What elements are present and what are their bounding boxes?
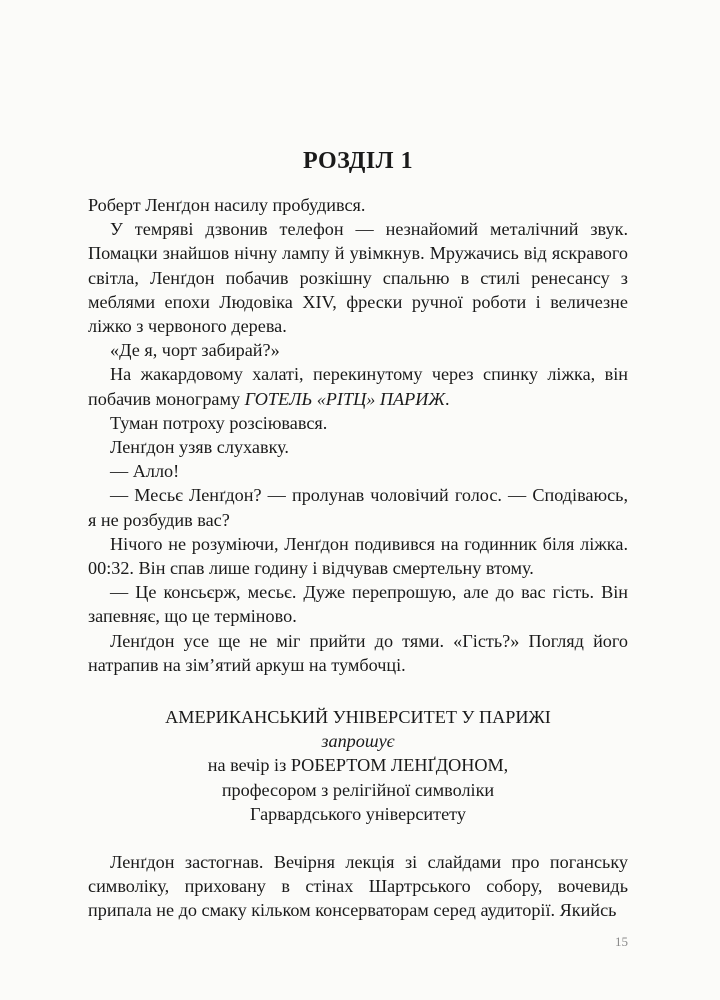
invitation-line-5: Гарвардського університету — [250, 803, 466, 824]
paragraph-1: Роберт Ленґдон насилу пробудився. — [88, 195, 366, 215]
paragraph-12: Ленґдон застогнав. Вечірня лекція зі слайдами про поганську символіку, приховану в стінах Шартрського собору, вочевидь припала не до смаку кільком консерваторам серед аудиторії. Якийсь — [88, 852, 628, 921]
paragraph-7: — Алло! — [110, 461, 180, 482]
paragraph-10: — Це консьєрж, месьє. Дуже перепрошую, але до вас гість. Він запевняє, що це терміново. — [88, 582, 628, 627]
paragraph-5: Туман потроху розсіювався. — [110, 412, 328, 433]
invitation-line-3: на вечір із РОБЕРТОМ ЛЕНҐДОНОМ, — [207, 755, 509, 776]
chapter-body — [88, 193, 628, 677]
paragraph-4 — [88, 362, 628, 410]
paragraph-6: Ленґдон узяв слухавку. — [110, 437, 289, 458]
paragraph-4-text: На жакардовому халаті, перекинутому через спинку ліжка, він побачив монограму — [88, 364, 628, 409]
paragraph-8: — Месьє Ленґдон? — пролунав чоловічий голос. — Сподіваюсь, я не розбудив вас? — [88, 485, 628, 530]
page-number: 15 — [615, 934, 628, 949]
invitation-block — [88, 705, 628, 826]
paragraph-9: Нічого не розуміючи, Ленґдон подивився на годинник біля ліжка. 00:32. Він спав лише годину і відчував смертельну втому. — [88, 533, 628, 579]
hotel-monogram: ГОТЕЛЬ «РІТЦ» ПАРИЖ — [244, 388, 446, 409]
paragraph-11: Ленґдон усе ще не міг прийти до тями. «Гість?» Погляд його натрапив на зім’ятий аркуш на тумбочці. — [88, 630, 628, 675]
invitation-line-1: АМЕРИКАНСЬКИЙ УНІВЕРСИТЕТ У ПАРИЖІ — [165, 707, 551, 727]
invitation-line-4: професором з релігійної символіки — [221, 779, 495, 800]
paragraph-2: У темряві дзвонив телефон — незнайомий металічний звук. Помацки знайшов нічну лампу й увімкнув. Мружачись від яскравого світла, Ленґдон побачив розкішну спальню в стилі ренесансу з меблями епохи Людовіка XIV, фрески ручної роботи і величезне ліжко з червоного дерева. — [88, 219, 628, 337]
invitation-line-2: запрошує — [321, 731, 395, 752]
chapter-title: РОЗДІЛ 1 — [302, 148, 414, 174]
paragraph-3: «Де я, чорт забирай?» — [110, 340, 280, 361]
continuation-text — [88, 850, 628, 923]
paragraph-4-end: . — [445, 388, 450, 409]
